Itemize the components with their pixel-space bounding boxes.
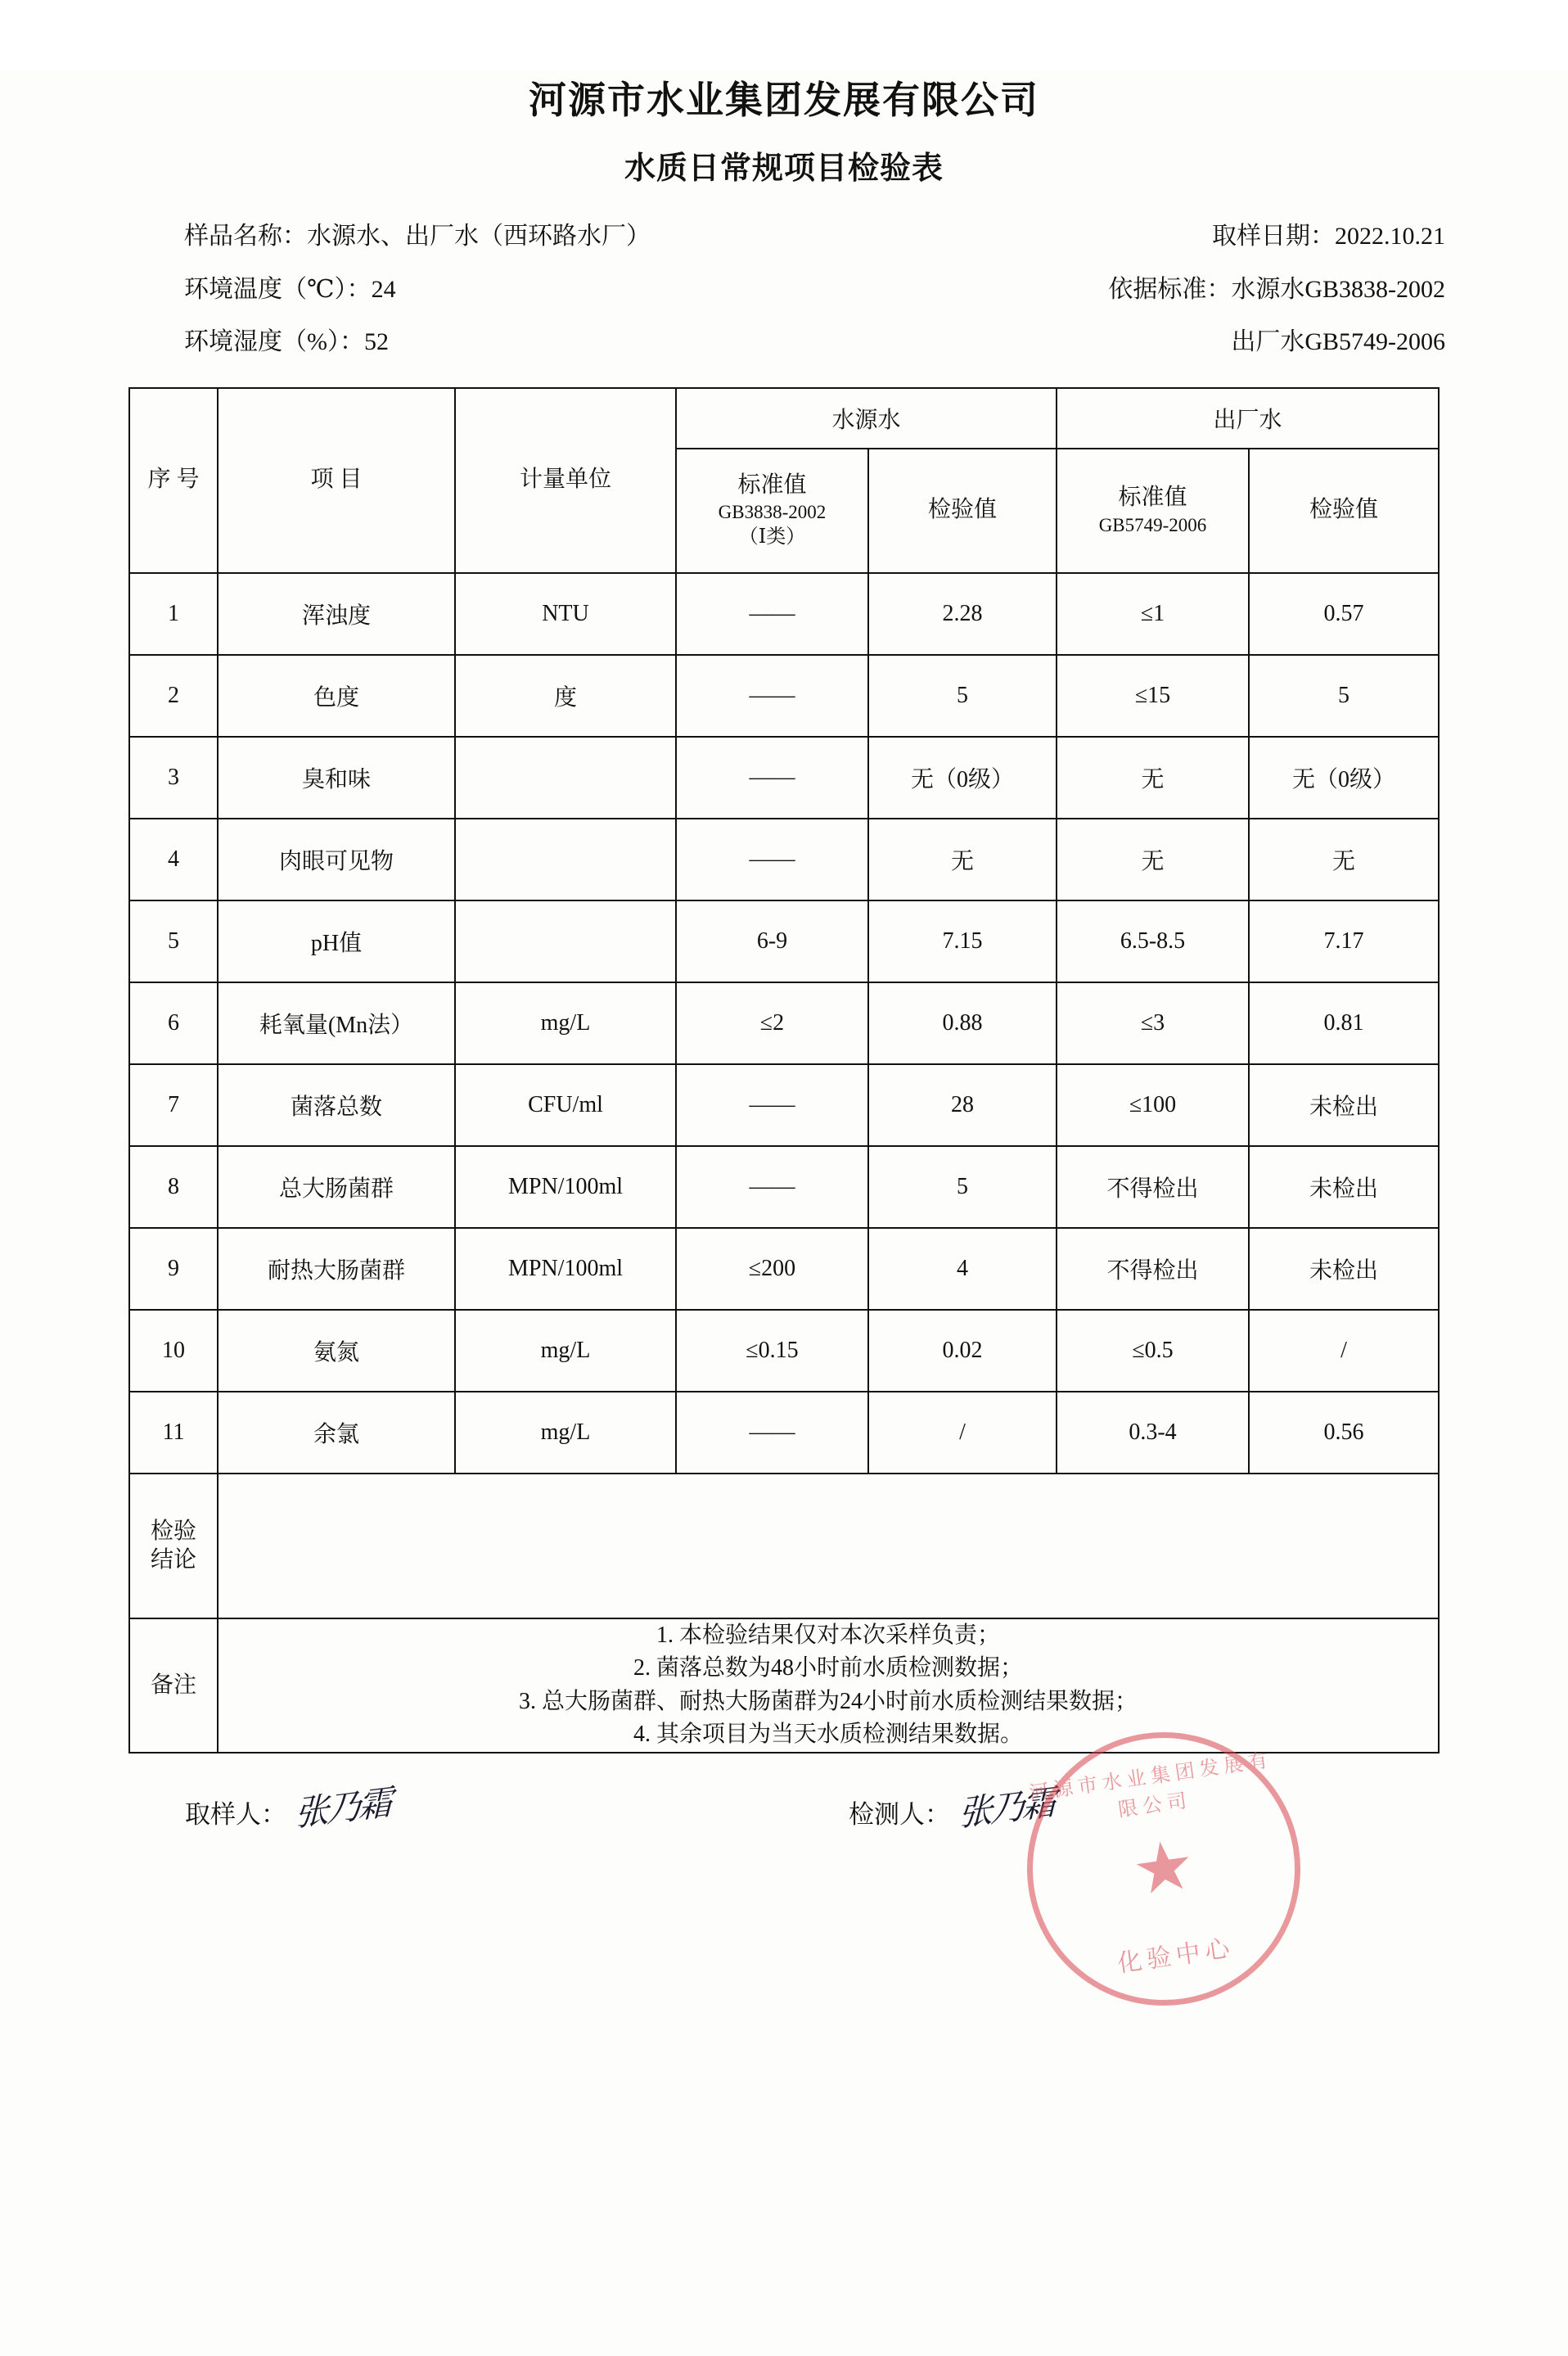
cell-val-source: 无 [868, 819, 1057, 900]
cell-val-source: / [868, 1392, 1057, 1474]
report-meta [0, 215, 1568, 364]
cell-val-finished: 0.56 [1249, 1392, 1439, 1474]
conclusion-value [218, 1474, 1439, 1618]
cell-val-finished: 未检出 [1249, 1228, 1439, 1310]
humidity-value: 52 [364, 328, 389, 355]
meta-row-sample [184, 215, 1445, 259]
cell-item: pH值 [218, 900, 455, 982]
header-unit: 计量单位 [455, 388, 676, 573]
header-std-source-line2: GB3838-2002 [718, 502, 827, 523]
ambient-temp-label: 环境温度（℃）： [184, 275, 372, 303]
cell-item: 氨氮 [218, 1310, 455, 1392]
table-row [129, 982, 1439, 1064]
table-row [129, 1228, 1439, 1310]
cell-no: 9 [129, 1228, 218, 1310]
header-item: 项 目 [218, 388, 455, 573]
cell-val-source: 0.02 [868, 1310, 1057, 1392]
water-quality-table [128, 387, 1440, 1753]
cell-no: 5 [129, 900, 218, 982]
ambient-temp-value: 24 [371, 275, 396, 303]
header-std-finished [1057, 449, 1249, 573]
cell-unit [455, 900, 676, 982]
star-icon: ★ [1128, 1826, 1200, 1911]
header-std-source-line1: 标准值 [737, 472, 807, 498]
cell-no: 7 [129, 1064, 218, 1146]
remarks-label: 备注 [129, 1618, 218, 1753]
cell-val-finished: 5 [1249, 655, 1439, 737]
cell-std-finished: 不得检出 [1057, 1146, 1249, 1228]
cell-std-source: ≤0.15 [676, 1310, 868, 1392]
cell-unit: NTU [455, 573, 676, 655]
header-val-source: 检验值 [868, 449, 1057, 573]
cell-std-finished: ≤100 [1057, 1064, 1249, 1146]
conclusion-label-line1: 检验 [150, 1519, 196, 1544]
sampling-date-value: 2022.10.21 [1335, 223, 1445, 250]
cell-no: 10 [129, 1310, 218, 1392]
company-title: 河源市水业集团发展有限公司 [529, 78, 1039, 122]
sampler-label: 取样人： [185, 1799, 286, 1829]
cell-val-source: 5 [868, 1146, 1057, 1228]
cell-item: 余氯 [218, 1392, 455, 1474]
cell-std-source: —— [676, 1146, 868, 1228]
cell-no: 6 [129, 982, 218, 1064]
sampler-signature [185, 1781, 390, 1835]
standard-field [1108, 269, 1445, 312]
cell-val-finished: 未检出 [1249, 1146, 1439, 1228]
cell-val-finished: 无 [1249, 819, 1439, 900]
cell-item: 耐热大肠菌群 [218, 1228, 455, 1310]
cell-val-source: 0.88 [868, 982, 1057, 1064]
table-row [129, 1392, 1439, 1474]
table-row [129, 655, 1439, 737]
cell-val-finished: 未检出 [1249, 1064, 1439, 1146]
cell-val-source: 7.15 [868, 900, 1057, 982]
cell-unit: mg/L [455, 1392, 676, 1474]
cell-no: 8 [129, 1146, 218, 1228]
meta-row-humidity-standard2 [184, 321, 1445, 364]
remark-line: 3. 总大肠菌群、耐热大肠菌群为24小时前水质检测结果数据； [518, 1688, 1138, 1714]
remark-line: 4. 其余项目为当天水质检测结果数据。 [633, 1722, 1023, 1748]
header-group-finished-water: 出厂水 [1057, 388, 1439, 449]
cell-val-finished: 无（0级） [1249, 737, 1439, 819]
cell-no: 2 [129, 655, 218, 737]
header-group-source-water: 水源水 [676, 388, 1057, 449]
cell-std-source: ≤2 [676, 982, 868, 1064]
cell-val-finished: 7.17 [1249, 900, 1439, 982]
cell-std-source: ≤200 [676, 1228, 868, 1310]
cell-unit: CFU/ml [455, 1064, 676, 1146]
cell-val-source: 4 [868, 1228, 1057, 1310]
cell-val-finished: 0.57 [1249, 573, 1439, 655]
sampling-date-field [1212, 215, 1445, 259]
seal-arc-text: 河源市水业集团发展有限公司 [1027, 1749, 1274, 1821]
cell-std-finished: ≤3 [1057, 982, 1249, 1064]
header-std-source [676, 449, 868, 573]
cell-item: 耗氧量(Mn法） [218, 982, 455, 1064]
cell-std-finished: ≤1 [1057, 573, 1249, 655]
table-row [129, 819, 1439, 900]
remark-line: 2. 菌落总数为48小时前水质检测数据； [633, 1655, 1023, 1681]
tester-label: 检测人： [849, 1799, 951, 1829]
table-row [129, 1146, 1439, 1228]
sample-name-field [184, 215, 651, 259]
conclusion-row [129, 1474, 1439, 1618]
ambient-temp-field [184, 269, 396, 312]
sampling-date-label: 取样日期： [1212, 223, 1335, 250]
sample-name-label: 样品名称： [184, 223, 307, 250]
remarks-row [129, 1618, 1439, 1753]
cell-unit: mg/L [455, 982, 676, 1064]
cell-item: 总大肠菌群 [218, 1146, 455, 1228]
tester-handwritten-name: 张乃霜 [957, 1781, 1054, 1835]
sample-name-value: 水源水、出厂水（西环路水厂） [307, 223, 651, 250]
cell-no: 4 [129, 819, 218, 900]
header-no: 序 号 [129, 388, 218, 573]
cell-std-finished: 无 [1057, 819, 1249, 900]
cell-std-finished: ≤0.5 [1057, 1310, 1249, 1392]
report-page [0, 70, 1568, 2356]
cell-val-source: 2.28 [868, 573, 1057, 655]
cell-std-source: —— [676, 1392, 868, 1474]
cell-no: 3 [129, 737, 218, 819]
tester-signature [849, 1781, 1054, 1835]
standard-label: 依据标准： [1108, 275, 1232, 303]
sampler-handwritten-name: 张乃霜 [294, 1781, 390, 1835]
header-std-source-line3: （Ⅰ类） [738, 526, 806, 548]
cell-std-finished: 0.3-4 [1057, 1392, 1249, 1474]
signature-area [146, 1781, 1422, 1835]
company-seal-stamp [1009, 1714, 1318, 2023]
cell-item: 菌落总数 [218, 1064, 455, 1146]
remarks-body [218, 1618, 1439, 1753]
cell-no: 11 [129, 1392, 218, 1474]
cell-std-finished: 无 [1057, 737, 1249, 819]
header-std-finished-line2: GB5749-2006 [1098, 514, 1207, 535]
table-row [129, 900, 1439, 982]
table-row [129, 1064, 1439, 1146]
conclusion-label-line2: 结论 [150, 1547, 196, 1573]
cell-std-finished: 不得检出 [1057, 1228, 1249, 1310]
cell-std-source: —— [676, 1064, 868, 1146]
cell-item: 浑浊度 [218, 573, 455, 655]
header-std-finished-line1: 标准值 [1118, 485, 1187, 511]
humidity-field [184, 321, 389, 364]
humidity-label: 环境湿度（%）： [184, 328, 364, 355]
seal-bottom-text: 化验中心 [1115, 1934, 1237, 1978]
remark-line: 1. 本检验结果仅对本次采样负责； [656, 1622, 1000, 1648]
cell-val-source: 无（0级） [868, 737, 1057, 819]
cell-val-finished: / [1249, 1310, 1439, 1392]
cell-item: 臭和味 [218, 737, 455, 819]
cell-unit [455, 819, 676, 900]
cell-item: 色度 [218, 655, 455, 737]
cell-unit: mg/L [455, 1310, 676, 1392]
cell-unit [455, 737, 676, 819]
cell-unit: 度 [455, 655, 676, 737]
cell-no: 1 [129, 573, 218, 655]
report-title: 水质日常规项目检验表 [624, 149, 944, 186]
cell-val-finished: 0.81 [1249, 982, 1439, 1064]
cell-std-source: —— [676, 573, 868, 655]
meta-row-temp-standard [184, 269, 1445, 312]
table-row [129, 737, 1439, 819]
cell-unit: MPN/100ml [455, 1146, 676, 1228]
cell-std-source: —— [676, 655, 868, 737]
standard-value-finished: 出厂水GB5749-2006 [1231, 328, 1445, 355]
cell-std-source: —— [676, 819, 868, 900]
cell-val-source: 5 [868, 655, 1057, 737]
cell-std-source: —— [676, 737, 868, 819]
table-row [129, 1310, 1439, 1392]
cell-std-source: 6-9 [676, 900, 868, 982]
standard-value-source: 水源水GB3838-2002 [1231, 275, 1445, 303]
cell-std-finished: ≤15 [1057, 655, 1249, 737]
cell-val-source: 28 [868, 1064, 1057, 1146]
header-val-finished: 检验值 [1249, 449, 1439, 573]
table-group-header-row [129, 388, 1439, 449]
cell-unit: MPN/100ml [455, 1228, 676, 1310]
cell-item: 肉眼可见物 [218, 819, 455, 900]
cell-std-finished: 6.5-8.5 [1057, 900, 1249, 982]
table-row [129, 573, 1439, 655]
conclusion-label [129, 1474, 218, 1618]
